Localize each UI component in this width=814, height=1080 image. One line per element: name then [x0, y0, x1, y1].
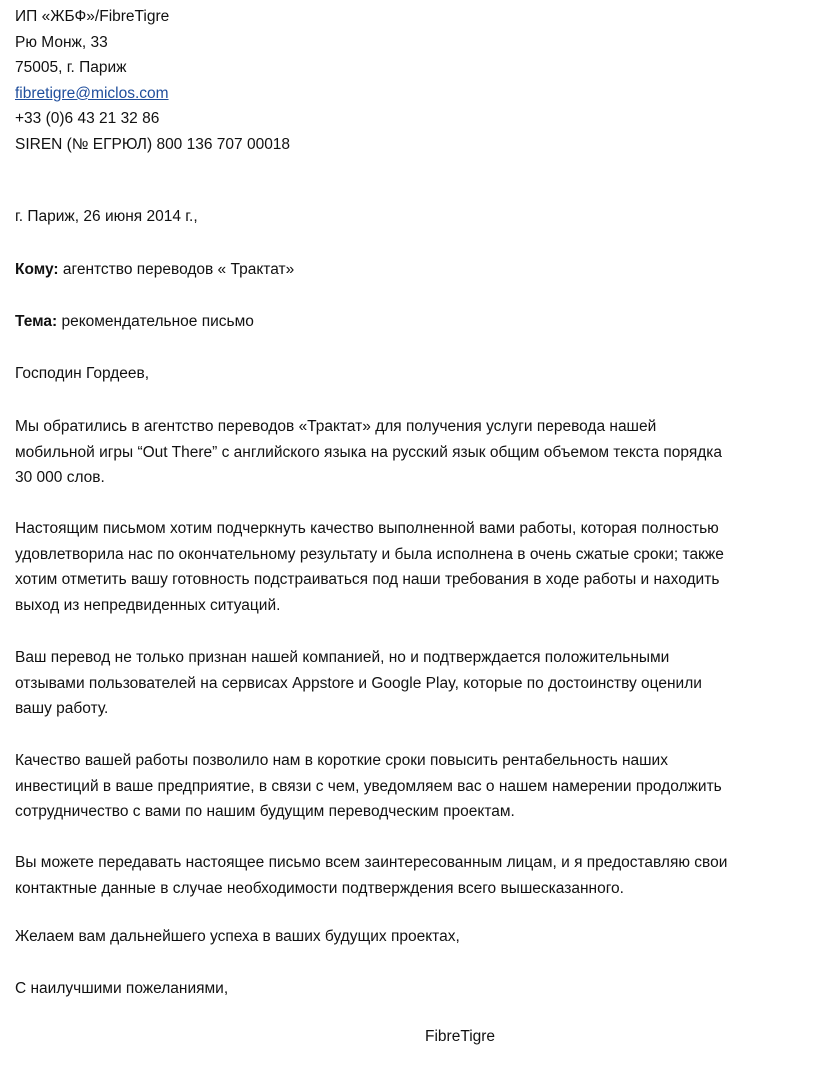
sender-phone: +33 (0)6 43 21 32 86: [15, 110, 160, 128]
sender-city: 75005, г. Париж: [15, 59, 127, 77]
paragraph-line: Мы обратились в агентство переводов «Трактат» для получения услуги перевода нашей: [15, 418, 657, 435]
paragraph-3: [15, 645, 805, 722]
paragraph-line: 30 000 слов.: [15, 469, 105, 487]
signature: FibreTigre: [425, 1028, 496, 1045]
paragraph-line: отзывами пользователей на сервисах Appstore и Google Play, которые по достоинству оценили: [15, 674, 702, 692]
subject-label: Тема:: [15, 313, 58, 330]
recipient-label: Кому:: [15, 261, 59, 278]
closing-line: С наилучшими пожеланиями,: [15, 980, 229, 997]
paragraph-line: удовлетворила нас по окончательному результату и была исполнена в очень сжатые сроки; также: [15, 545, 724, 563]
paragraph-line: хотим отметить вашу готовность подстраиваться под наши требования в ходе работы и находить: [15, 571, 720, 589]
paragraph-line: вашу работу.: [15, 700, 109, 718]
salutation: Господин Гордеев,: [15, 365, 150, 382]
recipient-value: агентство переводов « Трактат»: [58, 261, 295, 278]
sender-block: [15, 4, 290, 158]
subject-value: рекомендательное письмо: [57, 313, 254, 330]
sender-registration: SIREN (№ ЕГРЮЛ) 800 136 707 00018: [15, 135, 291, 153]
paragraph-line: инвестиций в ваше предприятие, в связи с чем, уведомляем вас о нашем намерении продолжить: [15, 777, 722, 795]
paragraph-2: [15, 516, 805, 619]
sender-name: ИП «ЖБФ»/FibreTigre: [15, 8, 170, 25]
paragraph-line: Качество вашей работы позволило нам в короткие сроки повысить рентабельность наших: [15, 752, 668, 769]
wish-line: Желаем вам дальнейшего успеха в ваших будущих проектах,: [15, 928, 460, 945]
paragraph-line: Ваш перевод не только признан нашей компанией, но и подтверждается положительными: [15, 649, 670, 666]
paragraph-line: Настоящим письмом хотим подчеркнуть качество выполненной вами работы, которая полностью: [15, 520, 719, 537]
paragraph-1: [15, 414, 805, 491]
paragraph-5: [15, 850, 805, 901]
paragraph-line: контактные данные в случае необходимости подтверждения всего вышесказанного.: [15, 879, 624, 897]
paragraph-line: Вы можете передавать настоящее письмо всем заинтересованным лицам, и я предоставляю свои: [15, 854, 728, 871]
paragraph-line: сотрудничество с вами по нашим будущим переводческим проектам.: [15, 803, 515, 821]
recipient-line: [15, 261, 294, 279]
date-line: г. Париж, 26 июня 2014 г.,: [15, 208, 198, 225]
paragraph-line: мобильной игры “Out There” с английского языка на русский язык общим объемом текста порядка: [15, 443, 723, 461]
sender-street: Рю Монж, 33: [15, 33, 108, 51]
paragraph-4: [15, 748, 805, 825]
subject-line: [15, 313, 254, 331]
paragraph-line: выход из непредвиденных ситуаций.: [15, 597, 281, 615]
sender-email-link[interactable]: fibretigre@miclos.com: [15, 84, 169, 102]
